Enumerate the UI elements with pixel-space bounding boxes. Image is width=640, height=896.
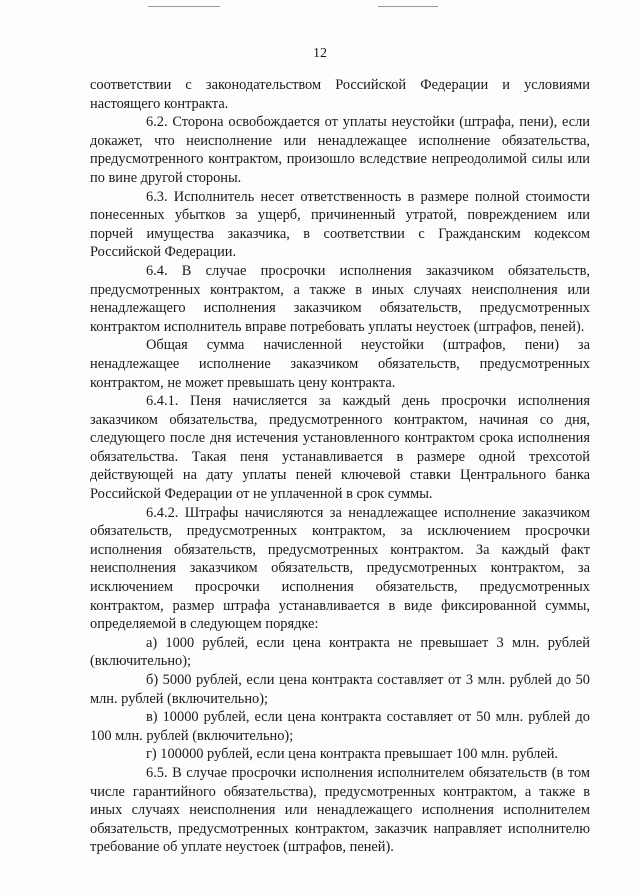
list-item-g: г) 100000 рублей, если цена контракта превышает 100 млн. рублей. (146, 746, 559, 763)
list-item-a: а) 1000 рублей, если цена контракта не превышает 3 млн. рублей (включительно); (90, 634, 590, 670)
scan-artifact-line (148, 6, 220, 7)
paragraph-6-3: 6.3. Исполнитель несет ответственность в размере полной стоимости понесенных убытков за ущерб, причиненный утратой, повреждением или порчей имущества заказчика, в соответствии с Гражданским кодексом Российской Федерации. (90, 188, 590, 261)
paragraph-6-4-1: 6.4.1. Пеня начисляется за каждый день просрочки исполнения заказчиком обязательства, предусмотренного контрактом, начиная со дня, следующего после дня истечения установленного контрактом срока исполнения обязательства. Такая пеня устанавливается в размере одной трехсотой действующей на дату уплаты пеней ключевой ставки Центрального банка Российской Федерации от не уплаченной в срок суммы. (90, 393, 590, 503)
list-item-v: в) 10000 рублей, если цена контракта составляет от 50 млн. рублей до 100 млн. рублей (включительно); (90, 709, 590, 744)
scan-artifact-line (378, 6, 438, 7)
list-item-b: б) 5000 рублей, если цена контракта составляет от 3 млн. рублей до 50 млн. рублей (включительно); (90, 672, 590, 707)
paragraph-continuation: соответствии с законодательством Российской Федерации и условиями настоящего контракта. (90, 77, 590, 112)
contract-body-text (90, 76, 590, 857)
paragraph-6-5: 6.5. В случае просрочки исполнения исполнителем обязательств (в том числе гарантийного обязательства), предусмотренных контрактом, а также в иных случаях неисполнения или ненадлежащего исполнения исполнителем обязательств, предусмотренных контрактом, заказчик направляет исполнителю требование об уплате неустоек (штрафов, пеней). (90, 764, 590, 856)
paragraph-6-2: 6.2. Сторона освобождается от уплаты неустойки (штрафа, пени), если докажет, что неисполнение или ненадлежащее исполнение обязательства, предусмотренного контрактом, произошло вследствие непреодолимой силы или по вине другой стороны. (90, 114, 590, 186)
paragraph-6-4: 6.4. В случае просрочки исполнения заказчиком обязательств, предусмотренных контрактом, а также в иных случаях неисполнения или ненадлежащего исполнения заказчиком обязательств, предусмотренных контрактом исполнитель вправе потребовать уплаты неустоек (штрафов, пеней). (90, 262, 590, 335)
paragraph-total-penalty: Общая сумма начисленной неустойки (штрафов, пени) за ненадлежащее исполнение заказчиком обязательств, предусмотренных контрактом, не может превышать цену контракта. (90, 337, 590, 391)
page-number: 12 (313, 46, 327, 61)
paragraph-6-4-2: 6.4.2. Штрафы начисляются за ненадлежащее исполнение заказчиком обязательств, предусмотренных контрактом, за исключением просрочки исполнения обязательств, предусмотренных контрактом. За каждый факт неисполнения заказчиком обязательств, предусмотренных контрактом, за исключением просрочки исполнения обязательств, предусмотренных контрактом, размер штрафа устанавливается в виде фиксированной суммы, определяемой в следующем порядке: (90, 504, 590, 633)
